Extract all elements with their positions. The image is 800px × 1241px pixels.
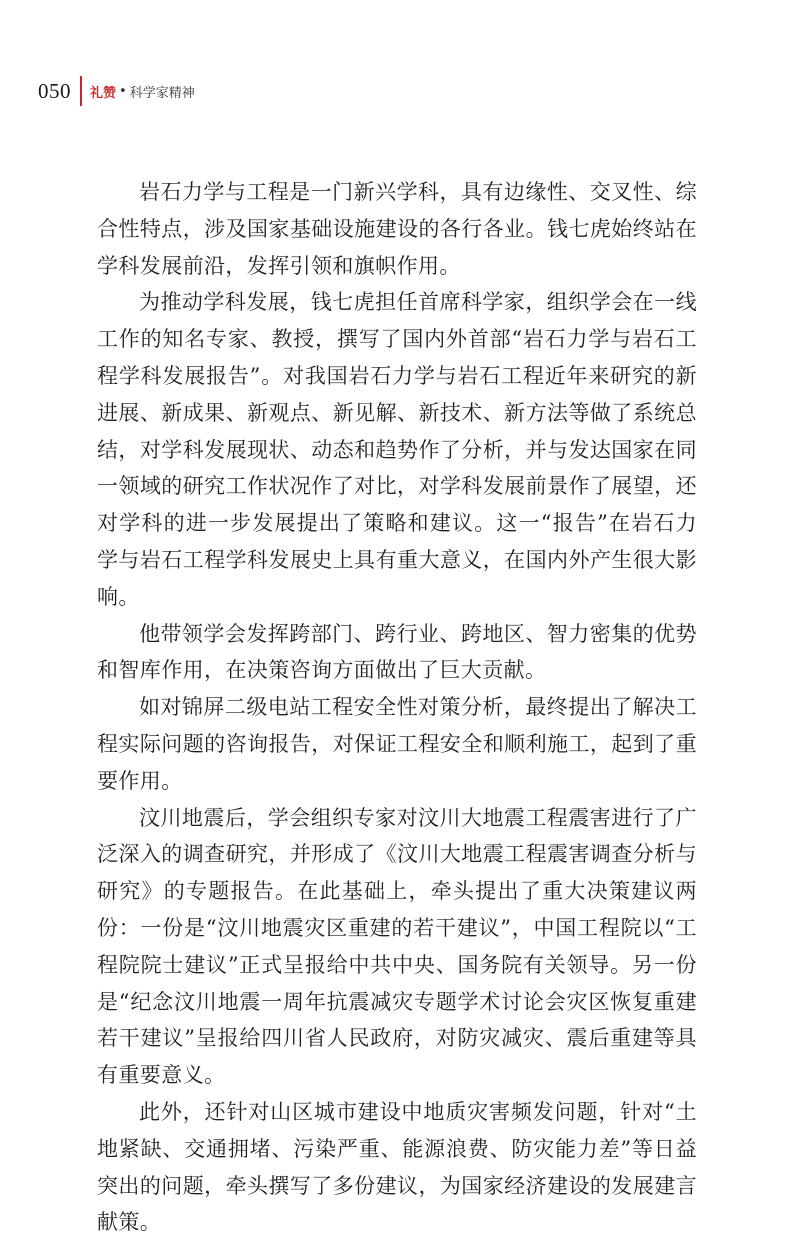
paragraph: 汶川地震后，学会组织专家对汶川大地震工程震害进行了广泛深入的调查研究，并形成了《汶川大地震工程震害调查分析与研究》的专题报告。在此基础上，牵头提出了重大决策建议两份：一份是“汶川地震灾区重建的若干建议”，中国工程院以“工程院院士建议”正式呈报给中共中央、国务院有关领导。另一份是“纪念汶川地震一周年抗震减灾专题学术讨论会灾区恢复重建若干建议”呈报给四川省人民政府，对防灾减灾、震后重建等具有重要意义。 bbox=[97, 805, 697, 1088]
paragraph: 此外，还针对山区城市建设中地质灾害频发问题，针对“土地紧缺、交通拥堵、污染严重、能源浪费、防灾能力差”等日益突出的问题，牵头撰写了多份建议，为国家经济建设的发展建言献策。 bbox=[97, 1099, 697, 1235]
page-header bbox=[38, 74, 195, 108]
page-number: 050 bbox=[38, 78, 71, 103]
series-title: 科学家精神 bbox=[129, 85, 195, 101]
paragraph: 他带领学会发挥跨部门、跨行业、跨地区、智力密集的优势和智库作用，在决策咨询方面做出了巨大贡献。 bbox=[97, 621, 697, 683]
book-mark: 礼赞 bbox=[90, 85, 117, 101]
header-divider bbox=[80, 76, 82, 106]
paragraph: 如对锦屏二级电站工程安全性对策分析，最终提出了解决工程实际问题的咨询报告，对保证工程安全和顺利施工，起到了重要作用。 bbox=[97, 695, 697, 793]
body-text bbox=[97, 174, 697, 1241]
paragraph: 为推动学科发展，钱七虎担任首席科学家，组织学会在一线工作的知名专家、教授，撰写了国内外首部“岩石力学与岩石工程学科发展报告”。对我国岩石力学与岩石工程近年来研究的新进展、新成果、新观点、新见解、新技术、新方法等做了系统总结，对学科发展现状、动态和趋势作了分析，并与发达国家在同一领域的研究工作状况作了对比，对学科发展前景作了展望，还对学科的进一步发展提出了策略和建议。这一“报告”在岩石力学与岩石工程学科发展史上具有重大意义，在国内外产生很大影响。 bbox=[97, 290, 697, 609]
header-separator: • bbox=[119, 83, 127, 99]
paragraph: 岩石力学与工程是一门新兴学科，具有边缘性、交叉性、综合性特点，涉及国家基础设施建设的各行各业。钱七虎始终站在学科发展前沿，发挥引领和旗帜作用。 bbox=[97, 180, 697, 278]
